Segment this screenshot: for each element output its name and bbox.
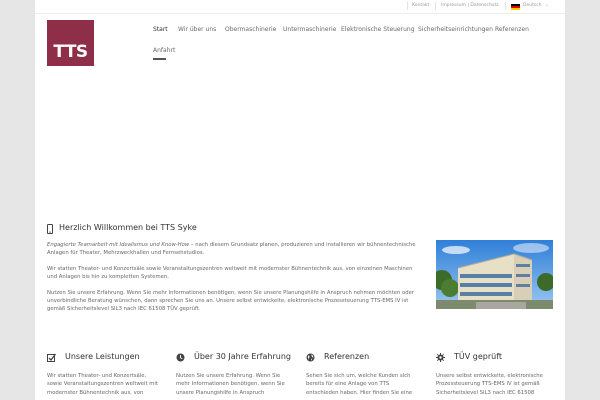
- language-selector[interactable]: Deutsch: [523, 3, 542, 8]
- globe-icon: [306, 353, 315, 362]
- feature-title-erfahrung: Über 30 Jahre Erfahrung: [194, 352, 291, 361]
- nav-item-sicherheitseinrichtungen[interactable]: Sicherheitseinrichtungen: [418, 26, 493, 33]
- tts-logo[interactable]: [47, 20, 94, 66]
- feature-title-tuev: TÜV geprüft: [454, 352, 503, 361]
- welcome-paragraph-1-text: – nach diesem Grundsatz planen, produzieren und installieren wir bühnentechnische Anlagen für Theater, Mehrzweckhallen und Fernsehstudios.: [47, 242, 416, 257]
- checkbox-icon: [47, 353, 56, 362]
- top-bar-divider: [435, 2, 436, 10]
- german-flag-icon: [511, 4, 520, 10]
- nav-item-untermaschinerie[interactable]: Untermaschinerie: [283, 26, 337, 33]
- nav-active-indicator: [153, 58, 166, 60]
- feature-title-leistungen: Unsere Leistungen: [65, 352, 140, 361]
- impressum-link[interactable]: Impressum | Datenschutz: [441, 3, 499, 8]
- hero-banner: [35, 72, 565, 230]
- nav-item-referenzen[interactable]: Referenzen: [495, 26, 529, 33]
- nav-item-elektronische-steuerung[interactable]: Elektronische Steuerung: [341, 26, 415, 33]
- building-photo: [436, 240, 553, 309]
- nav-item-obermaschinerie[interactable]: Obermaschinerie: [225, 26, 277, 33]
- welcome-heading: Herzlich Willkommen bei TTS Syke: [59, 223, 197, 232]
- nav-item-start[interactable]: Start: [153, 26, 168, 33]
- welcome-paragraph-1-italic: Engagierte Teamarbeit mit Idealismus und Know-How: [47, 242, 190, 248]
- mobile-phone-icon: [47, 224, 53, 234]
- welcome-paragraph-3: Nutzen Sie unsere Erfahrung. Wenn Sie mehr Informationen benötigen, wenn Sie unsere Planungshilfe in Anspruch nehmen möchten oder unverbindliche Beratung wünschen, dann sprechen Sie uns an. Unsere selbst entwickelte, elektronische Prozessteuerung TTS-EMS IV ist gemäß Sicherheitslevel SIL3 nach IEC 61508 TÜV geprüft.: [47, 290, 415, 313]
- top-bar-divider: [407, 2, 408, 10]
- feature-text-tuev: Unsere selbst entwickelte, elektronische Prozessteuerung TTS-EMS IV ist gemäß Sicherheitslevel SIL3 nach IEC 61508: [436, 373, 543, 396]
- welcome-paragraph-1: [47, 241, 423, 257]
- top-bar-divider: [505, 2, 506, 10]
- nav-item-anfahrt[interactable]: Anfahrt: [153, 47, 176, 54]
- feature-text-leistungen: Wir statten Theater- und Konzertsäle, sowie Veranstaltungszentren weltweit mit modernster Bühnentechnik aus, von: [47, 373, 158, 396]
- nav-item-wir-ueber-uns[interactable]: Wir über uns: [178, 26, 217, 33]
- feature-text-referenzen: Sehen Sie sich um, welche Kunden sich bereits für eine Anlage von TTS entschieden haben. Hier finden Sie eine: [306, 373, 413, 396]
- gear-icon: [436, 353, 445, 362]
- welcome-paragraph-2: Wir statten Theater- und Konzertsäle sowie Veranstaltungszentren weltweit mit modernster Bühnentechnik aus, von einzelnen Maschinen und Anlagen bis hin zu kompletten Systemen.: [47, 266, 413, 281]
- top-bar: [35, 0, 565, 14]
- kontakt-link[interactable]: Kontakt: [412, 3, 430, 8]
- feature-title-referenzen: Referenzen: [324, 352, 370, 361]
- logo-text: TTS: [53, 42, 88, 62]
- page-container: [35, 0, 565, 400]
- feature-text-erfahrung: Nutzen Sie unsere Erfahrung. Wenn Sie mehr Informationen benötigen, wenn Sie unsere Planungshilfe in Anspruch: [176, 373, 285, 396]
- chevron-down-icon: ⌄: [545, 2, 550, 8]
- clock-icon: [176, 353, 185, 362]
- site-header: [35, 14, 565, 72]
